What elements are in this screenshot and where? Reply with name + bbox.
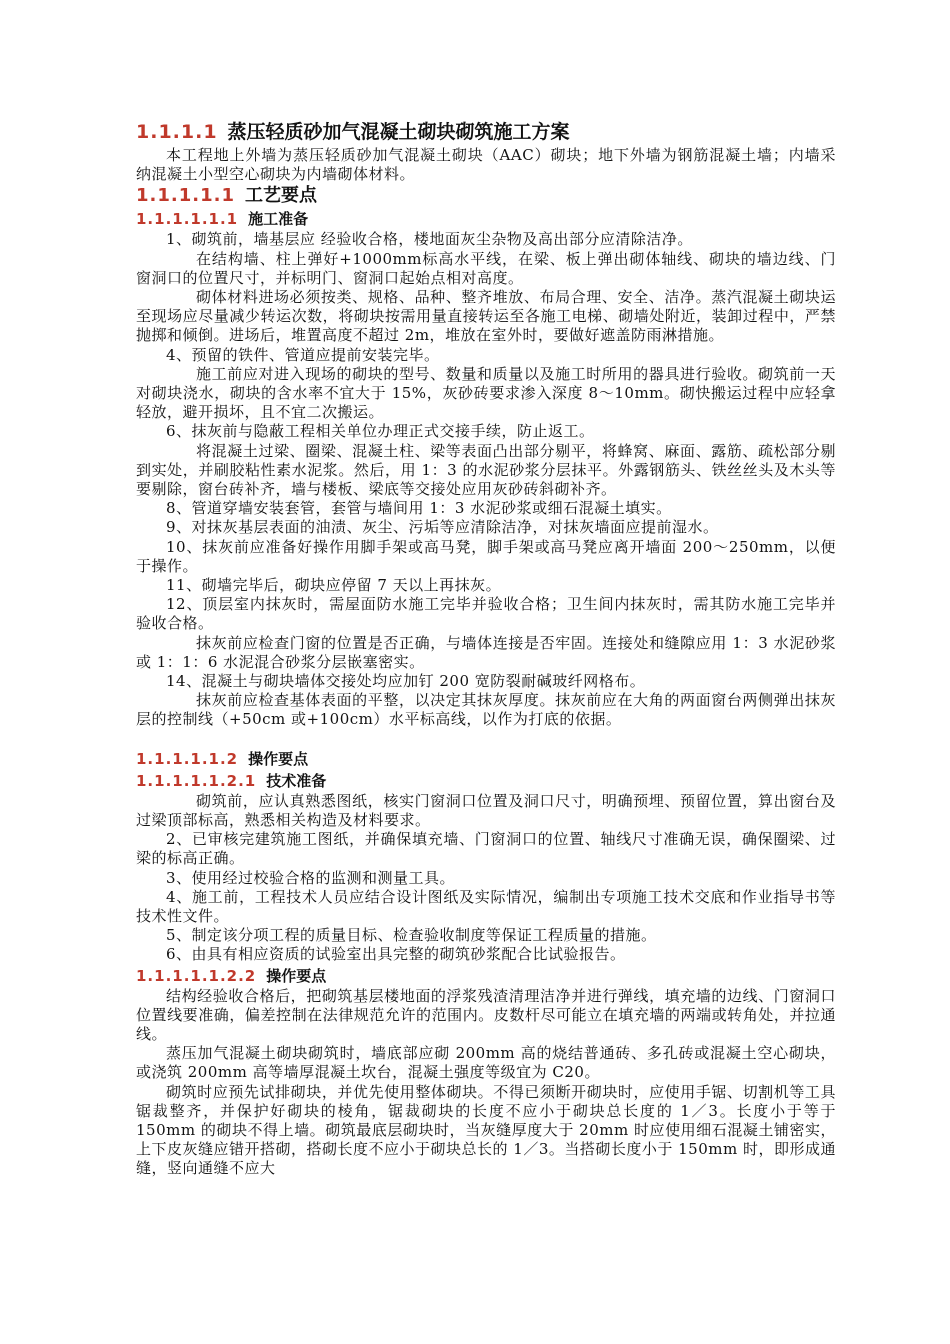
paragraph: 砌筑时应预先试排砌块，并优先使用整体砌块。不得已须断开砌块时，应使用手锯、切割机等工具锯裁整齐，并保护好砌块的棱角，锯裁砌块的长度不应小于砌块总长度的 1／3。长度小于等于 150mm 的砌块不得上墙。砌筑最底层砌块时，当灰缝厚度大于 20mm 时应使用细石混凝土铺密实，上下皮灰缝应错开搭砌，搭砌长度不应小于砌块总长的 1／3。当搭砌长度小于 150mm 时，即形成通缝，竖向通缝不应大 xyxy=(136,1082,836,1178)
section-heading-caozuo2 xyxy=(136,965,836,987)
paragraph: 抹灰前应检查门窗的位置是否正确，与墙体连接是否牢固。连接处和缝隙应用 1：3 水泥砂浆或 1：1：6 水泥混合砂浆分层嵌塞密实。 xyxy=(136,633,836,671)
heading-number: 1.1.1.1.1.2.1 xyxy=(136,771,257,790)
paragraph: 在结构墙、柱上弹好+1000mm标高水平线，在梁、板上弹出砌体轴线、砌块的墙边线、门窗洞口的位置尺寸，并标明门、窗洞口起始点相对高度。 xyxy=(136,249,836,287)
paragraph: 8、管道穿墙安装套管，套管与墙间用 1：3 水泥砂浆或细石混凝土填实。 xyxy=(166,499,672,518)
heading-number: 1.1.1.1.1 xyxy=(136,185,235,207)
heading-number: 1.1.1.1.1.2 xyxy=(136,749,239,768)
paragraph: 14、混凝土与砌块墙体交接处均应加钉 200 宽防裂耐碱玻纤网格布。 xyxy=(166,672,646,691)
paragraph: 4、预留的铁件、管道应提前安装完毕。 xyxy=(166,345,440,364)
intro-paragraph: 本工程地上外墙为蒸压轻质砂加气混凝土砌块（AAC）砌块；地下外墙为钢筋混凝土墙；内墙采纳混凝土小型空心砌块为内墙砌体材料。 xyxy=(136,146,836,184)
section-heading-zhunbei xyxy=(136,208,836,230)
heading-title: 施工准备 xyxy=(248,210,309,229)
paragraph: 砌体材料进场必须按类、规格、品种、整齐堆放、布局合理、安全、洁净。蒸汽混凝土砌块运至现场应尽量减少转运次数，将砌块按需用量直接转运至各施工电梯、砌墙处附近，装卸过程中，严禁抛掷和倾倒。进场后，堆置高度不超过 2m，堆放在室外时，要做好遮盖防雨淋措施。 xyxy=(136,288,836,345)
section-heading-main xyxy=(136,118,836,146)
document-body xyxy=(136,118,836,1179)
paragraph: 6、由具有相应资质的试验室出具完整的砌筑砂浆配合比试验报告。 xyxy=(166,945,626,964)
paragraph: 砌筑前，应认真熟悉图纸，核实门窗洞口位置及洞口尺寸，明确预埋、预留位置，算出窗台及过梁顶部标高，熟悉相关构造及材料要求。 xyxy=(136,791,836,829)
paragraph: 12、顶层室内抹灰时，需屋面防水施工完毕并验收合格；卫生间内抹灰时，需其防水施工完毕并验收合格。 xyxy=(136,595,836,633)
paragraph: 3、使用经过校验合格的监测和测量工具。 xyxy=(166,868,456,887)
paragraph: 将混凝土过梁、圈梁、混凝土柱、梁等表面凸出部分剔平，将蜂窝、麻面、露筋、疏松部分剔到实处，并刷胶粘性素水泥浆。然后，用 1：3 的水泥砂浆分层抹平。外露钢筋头、铁丝丝头及木头等要剔除，窗台砖补齐，墙与楼板、梁底等交接处应用灰砂砖斜砌补齐。 xyxy=(136,441,836,499)
paragraph: 1、砌筑前，墙基层应 经验收合格，楼地面灰尘杂物及高出部分应清除洁净。 xyxy=(166,230,693,249)
paragraph: 5、制定该分项工程的质量目标、检查验收制度等保证工程质量的措施。 xyxy=(166,926,657,945)
paragraph: 6、抹灰前与隐蔽工程相关单位办理正式交接手续，防止返工。 xyxy=(166,422,595,441)
paragraph: 11、砌墙完毕后，砌块应停留 7 天以上再抹灰。 xyxy=(166,576,502,595)
paragraph: 结构经验收合格后，把砌筑基层楼地面的浮浆残渣清理洁净并进行弹线，填充墙的边线、门窗洞口位置线要准确，偏差控制在法律规范允许的范围内。皮数杆尽可能立在填充墙的两端或转角处，并拉通线。 xyxy=(136,986,836,1043)
heading-number: 1.1.1.1.1.2.2 xyxy=(136,966,257,985)
heading-title: 工艺要点 xyxy=(244,185,317,207)
paragraph: 10、抹灰前应准备好操作用脚手架或高马凳，脚手架或高马凳应离开墙面 200～250mm，以便于操作。 xyxy=(136,537,836,575)
section-heading-gongyi xyxy=(136,184,836,208)
section-spacer xyxy=(136,730,836,748)
section-heading-caozuo xyxy=(136,748,836,770)
paragraph: 4、施工前，工程技术人员应结合设计图纸及实际情况，编制出专项施工技术交底和作业指导书等技术性文件。 xyxy=(136,887,836,925)
heading-number: 1.1.1.1 xyxy=(136,121,218,143)
paragraph: 蒸压加气混凝土砌块砌筑时，墙底部应砌 200mm 高的烧结普通砖、多孔砖或混凝土空心砌块，或浇筑 200mm 高等墙厚混凝土坎台，混凝土强度等级宜为 C20。 xyxy=(136,1044,836,1082)
heading-title: 蒸压轻质砂加气混凝土砌块砌筑施工方案 xyxy=(227,121,570,143)
paragraph: 抹灰前应检查基体表面的平整，以决定其抹灰厚度。抹灰前应在大角的两面窗台两侧弹出抹灰层的控制线（+50cm 或+100cm）水平标高线，以作为打底的依据。 xyxy=(136,691,836,729)
section-heading-jishu xyxy=(136,770,836,792)
paragraph: 9、对抹灰基层表面的油渍、灰尘、污垢等应清除洁净，对抹灰墙面应提前湿水。 xyxy=(166,518,719,537)
paragraph: 2、已审核完建筑施工图纸，并确保填充墙、门窗洞口的位置、轴线尺寸准确无误，确保圈梁、过梁的标高正确。 xyxy=(136,830,836,868)
paragraph: 施工前应对进入现场的砌块的型号、数量和质量以及施工时所用的器具进行验收。砌筑前一天对砌块浇水，砌块的含水率不宜大于 15%，灰砂砖要求渗入深度 8～10mm。砌快搬运过程中应轻拿轻放，避开损坏，且不宜二次搬运。 xyxy=(136,364,836,422)
heading-number: 1.1.1.1.1.1 xyxy=(136,210,239,229)
heading-title: 技术准备 xyxy=(266,771,327,790)
heading-title: 操作要点 xyxy=(248,749,309,768)
heading-title: 操作要点 xyxy=(266,966,327,985)
